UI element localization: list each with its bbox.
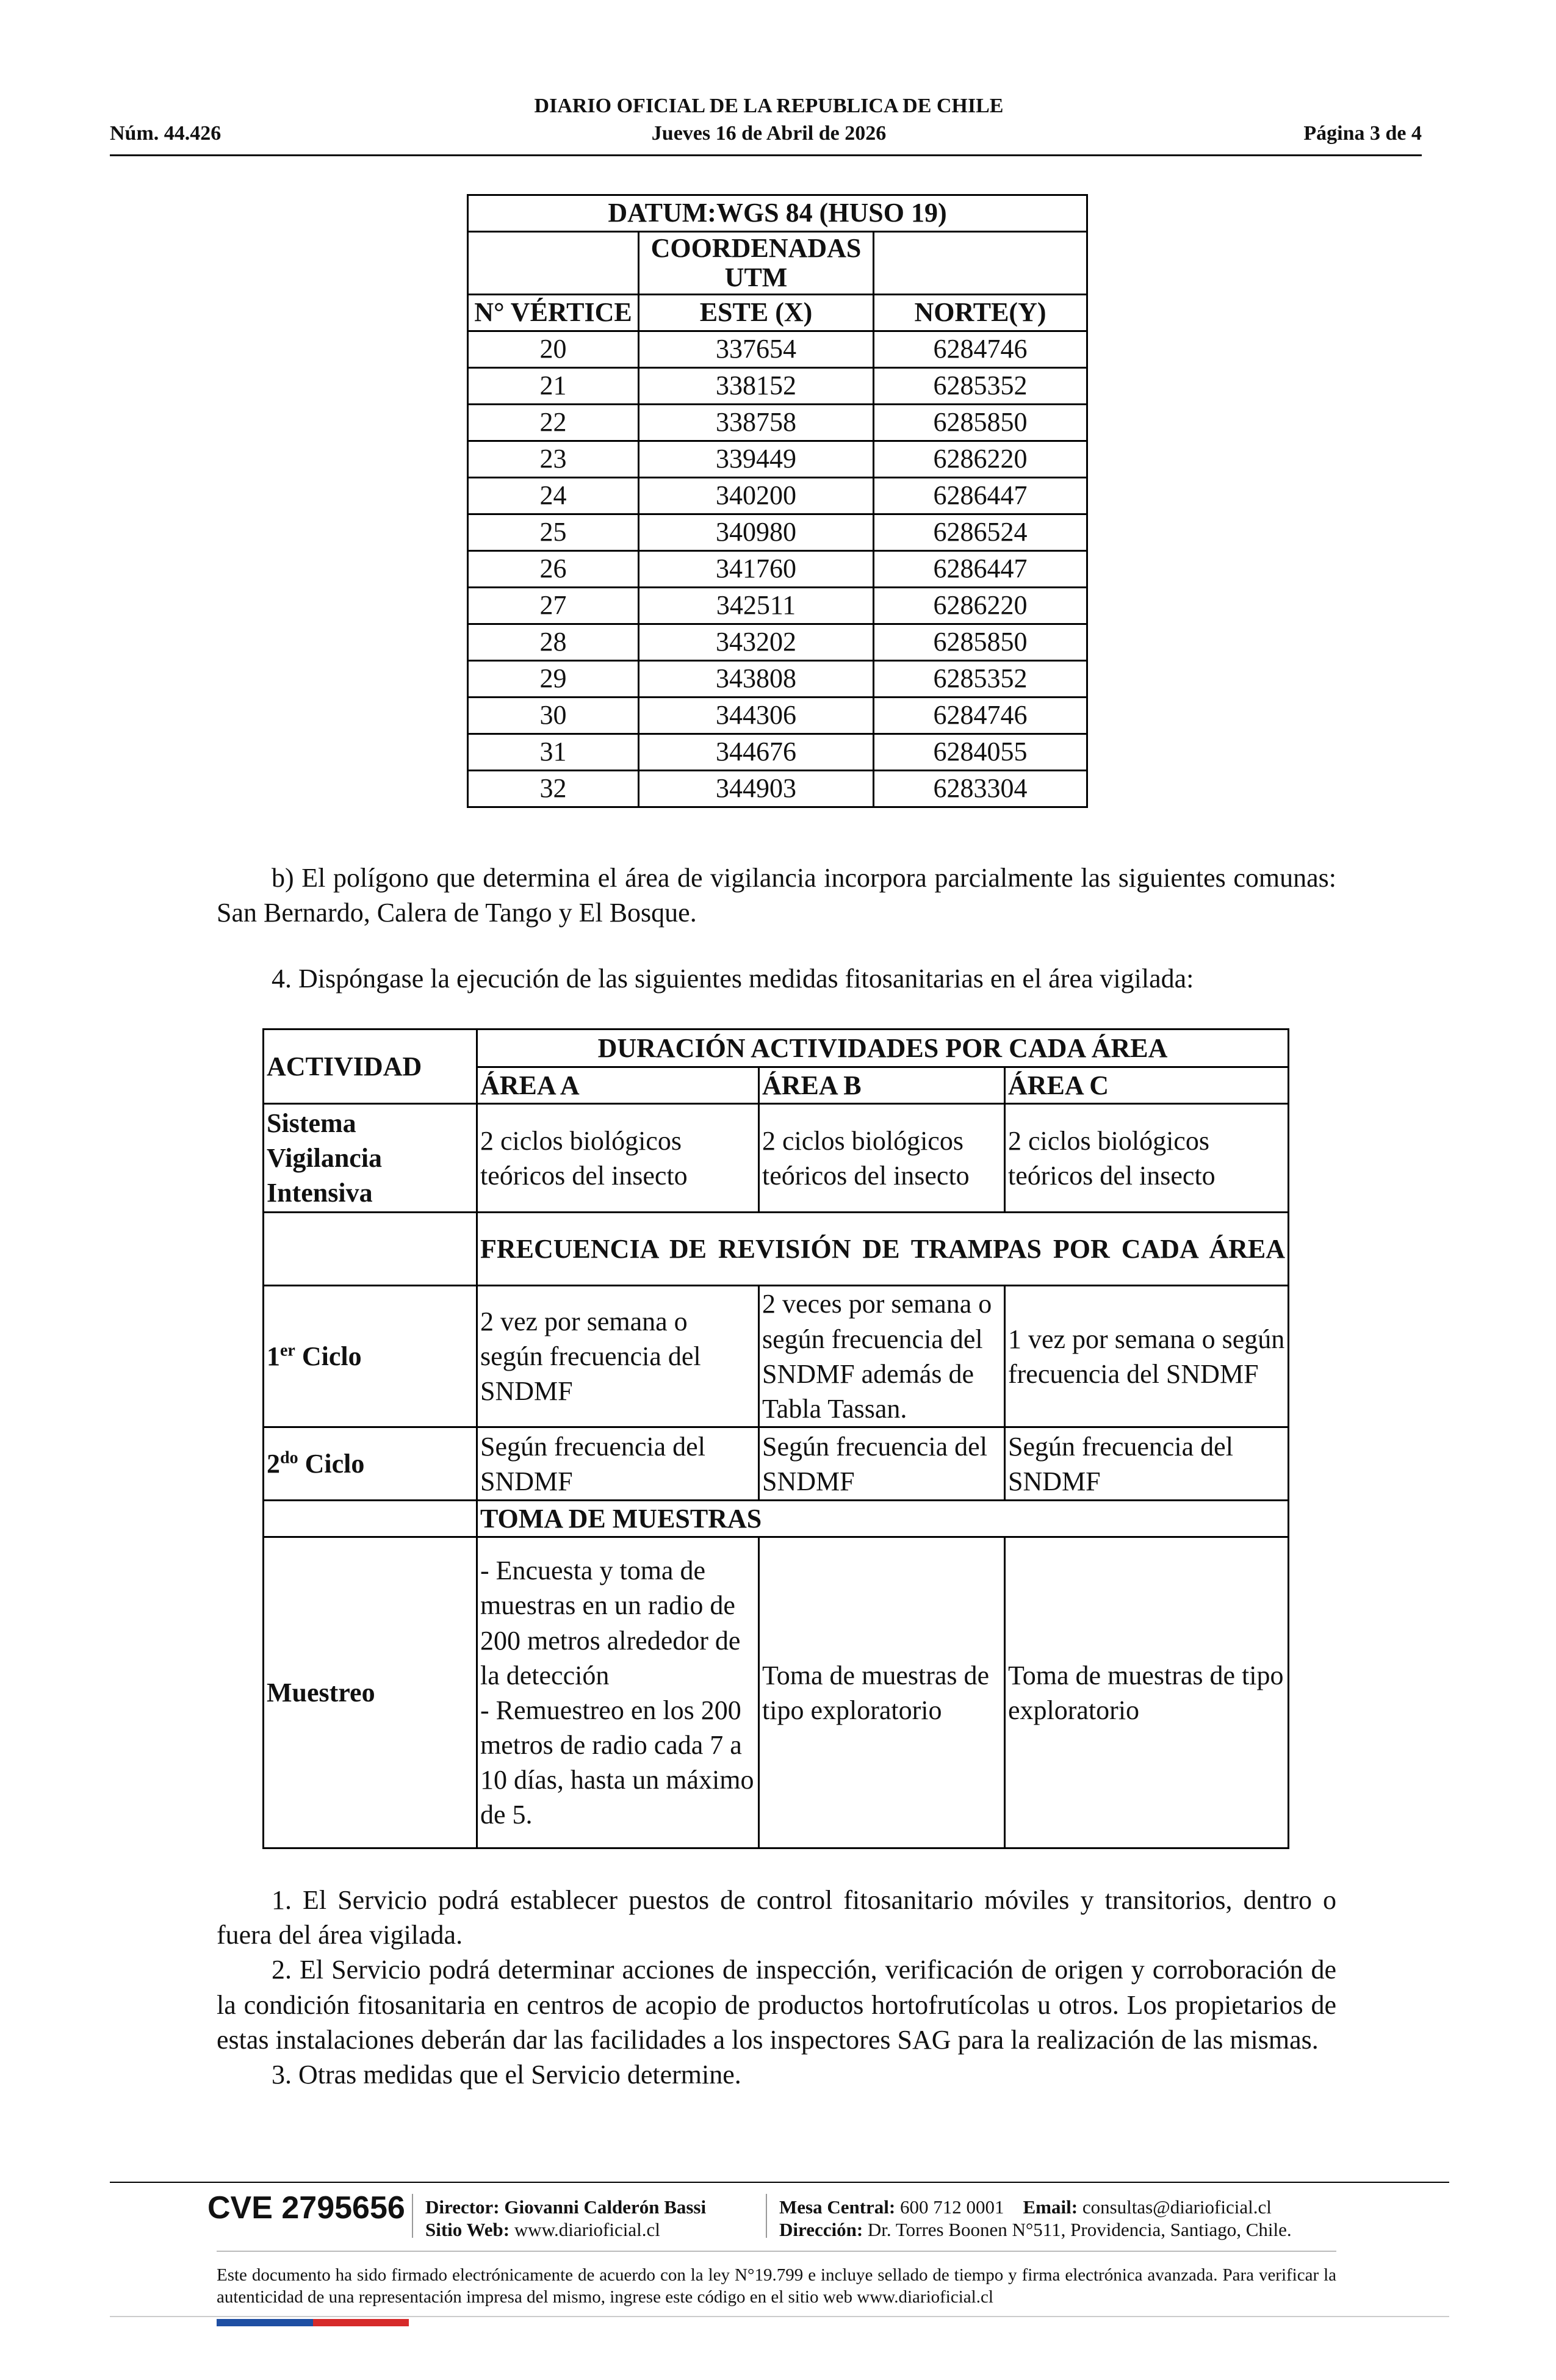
north-cell: 6286220 [874,588,1087,624]
measures-list [217,1883,1336,2092]
muestreo-a-item-1: - Encuesta y toma de muestras en un radio de 200 metros alrededor de la detección [480,1556,741,1690]
east-cell: 338152 [639,368,874,405]
footer-separator [766,2194,767,2238]
vertex-cell: 30 [468,698,639,734]
issue-date: Jueves 16 de Abril de 2026 [651,122,887,145]
header-divider [110,154,1422,156]
sistema-area-c: 2 ciclos biológicos teóricos del insecto [1005,1104,1289,1213]
east-cell: 339449 [639,441,874,478]
table-row [264,1104,1289,1213]
sistema-area-b: 2 ciclos biológicos teóricos del insecto [759,1104,1005,1213]
vertex-cell: 28 [468,624,639,661]
table-row [264,1213,1289,1286]
email-link[interactable]: consultas@diarioficial.cl [1082,2196,1272,2218]
vertex-cell: 29 [468,661,639,698]
east-cell: 344903 [639,771,874,807]
table-row [468,331,1087,368]
table-row [264,1427,1289,1501]
table-row [468,588,1087,624]
website-label: Sitio Web: [425,2219,510,2241]
measures-table [262,1028,1289,1849]
column-header-area-b: ÁREA B [759,1067,1005,1104]
column-header-north: NORTE(Y) [874,295,1087,331]
table-row [264,1286,1289,1427]
flag-stripe-red [313,2319,409,2326]
table-row [468,441,1087,478]
column-header-activity: ACTIVIDAD [264,1030,477,1104]
footer-divider [217,2251,1336,2252]
ciclo-2-area-a: Según frecuencia del SNDMF [477,1427,759,1501]
table-row [468,661,1087,698]
empty-cell [264,1501,477,1537]
table-row [468,771,1087,807]
ciclo-2-number: 2 [267,1449,280,1479]
issue-number: Núm. 44.426 [110,122,222,145]
row-label-ciclo-2 [264,1427,477,1501]
table-row [264,1501,1289,1537]
vertex-cell: 32 [468,771,639,807]
row-label-sistema: Sistema Vigilancia Intensiva [264,1104,477,1213]
east-cell: 338758 [639,405,874,441]
north-cell: 6286524 [874,514,1087,551]
vertex-cell: 24 [468,478,639,514]
vertex-cell: 31 [468,734,639,771]
row-label-ciclo-1 [264,1286,477,1427]
duration-header: DURACIÓN ACTIVIDADES POR CADA ÁREA [477,1030,1289,1067]
address-label: Dirección: [779,2219,863,2241]
footer-separator [412,2194,413,2238]
north-cell: 6285850 [874,405,1087,441]
frequency-header: FRECUENCIA DE REVISIÓN DE TRAMPAS POR CADA ÁREA [477,1213,1289,1286]
ciclo-2-area-c: Según frecuencia del SNDMF [1005,1427,1289,1501]
east-cell: 340980 [639,514,874,551]
east-cell: 343808 [639,661,874,698]
column-header-area-a: ÁREA A [477,1067,759,1104]
vertex-cell: 20 [468,331,639,368]
coordinates-table [467,194,1088,808]
table-row [468,405,1087,441]
table-row [468,232,1087,295]
cve-code: CVE 2795656 [207,2190,405,2226]
muestreo-area-a [477,1537,759,1848]
north-cell: 6286220 [874,441,1087,478]
table-row [468,514,1087,551]
empty-cell [468,232,639,295]
table-row [468,698,1087,734]
vertex-cell: 23 [468,441,639,478]
table-row [468,195,1087,232]
email-label: Email: [1023,2196,1078,2218]
newspaper-title: DIARIO OFICIAL DE LA REPUBLICA DE CHILE [534,95,1004,117]
director-name: Giovanni Calderón Bassi [504,2196,707,2218]
table-row [468,478,1087,514]
table-row [468,734,1087,771]
east-cell: 341760 [639,551,874,588]
column-header-vertex: N° VÉRTICE [468,295,639,331]
list-item: 2. El Servicio podrá determinar acciones de inspección, verificación de origen y corroboración de la condición fitosanitaria en centros de acopio de productos hortofrutícolas u otros. Los propietarios de estas instalaciones deberán dar las facilidades a los inspectores SAG para la realización de las mismas. [217,1955,1336,2055]
north-cell: 6283304 [874,771,1087,807]
table-row [468,368,1087,405]
east-cell: 340200 [639,478,874,514]
mesa-label: Mesa Central: [779,2196,896,2218]
east-cell: 344306 [639,698,874,734]
director-label: Director: [425,2196,500,2218]
table-row [264,1537,1289,1848]
table-row [468,624,1087,661]
column-header-area-c: ÁREA C [1005,1067,1289,1104]
empty-cell [874,232,1087,295]
row-label-muestreo: Muestreo [264,1537,477,1848]
ciclo-1-area-a: 2 vez por semana o según frecuencia del SNDMF [477,1286,759,1427]
muestreo-a-item-2: - Remuestreo en los 200 metros de radio cada 7 a 10 días, hasta un máximo de 5. [480,1695,754,1830]
vertex-cell: 27 [468,588,639,624]
list-item: 3. Otras medidas que el Servicio determine. [272,2059,741,2090]
east-cell: 344676 [639,734,874,771]
datum-header: DATUM:WGS 84 (HUSO 19) [468,195,1087,232]
paragraph-4: 4. Dispóngase la ejecución de las siguientes medidas fitosanitarias en el área vigilada: [272,964,1194,993]
footer-divider [110,2182,1449,2183]
address-value: Dr. Torres Boonen N°511, Providencia, Santiago, Chile. [867,2219,1292,2241]
ciclo-1-superscript: er [280,1341,295,1360]
footer-divider [110,2316,1449,2317]
flag-stripe-blue [217,2319,313,2326]
footer-contact-block [779,2196,1292,2241]
north-cell: 6286447 [874,478,1087,514]
muestreo-area-c: Toma de muestras de tipo exploratorio [1005,1537,1289,1848]
east-cell: 337654 [639,331,874,368]
column-header-east: ESTE (X) [639,295,874,331]
east-cell: 343202 [639,624,874,661]
vertex-cell: 22 [468,405,639,441]
sistema-area-a: 2 ciclos biológicos teóricos del insecto [477,1104,759,1213]
samples-header: TOMA DE MUESTRAS [477,1501,1289,1537]
north-cell: 6285352 [874,661,1087,698]
north-cell: 6285352 [874,368,1087,405]
legal-notice: Este documento ha sido firmado electrónicamente de acuerdo con la ley N°19.799 e incluye sellado de tiempo y firma electrónica avanzada. Para verificar la autenticidad de una representación impresa del mismo, ingrese este código en el sitio web www.diarioficial.cl [217,2265,1336,2307]
ciclo-2-word: Ciclo [304,1449,365,1479]
east-cell: 342511 [639,588,874,624]
mesa-phone: 600 712 0001 [900,2196,1004,2218]
ciclo-1-number: 1 [267,1341,280,1372]
paragraph-b: b) El polígono que determina el área de vigilancia incorpora parcialmente las siguientes comunas: San Bernardo, Calera de Tango y El Bosque. [217,863,1336,928]
ciclo-1-area-b: 2 veces por semana o según frecuencia del SNDMF además de Tabla Tassan. [759,1286,1005,1427]
north-cell: 6285850 [874,624,1087,661]
vertex-cell: 26 [468,551,639,588]
list-item: 1. El Servicio podrá establecer puestos de control fitosanitario móviles y transitorios, dentro o fuera del área vigilada. [217,1885,1336,1950]
coordinates-group-header: COORDENADAS UTM [639,232,874,295]
north-cell: 6284746 [874,698,1087,734]
table-row [468,295,1087,331]
table-row [468,551,1087,588]
ciclo-1-word: Ciclo [301,1341,362,1372]
north-cell: 6286447 [874,551,1087,588]
page-indicator: Página 3 de 4 [1303,122,1422,145]
table-row [264,1030,1289,1067]
ciclo-2-superscript: do [280,1448,298,1468]
vertex-cell: 21 [468,368,639,405]
ciclo-1-area-c: 1 vez por semana o según frecuencia del SNDMF [1005,1286,1289,1427]
north-cell: 6284055 [874,734,1087,771]
vertex-cell: 25 [468,514,639,551]
empty-cell [264,1213,477,1286]
ciclo-2-area-b: Según frecuencia del SNDMF [759,1427,1005,1501]
muestreo-area-b: Toma de muestras de tipo exploratorio [759,1537,1005,1848]
website-link[interactable]: www.diarioficial.cl [514,2219,660,2241]
north-cell: 6284746 [874,331,1087,368]
footer-director-block [425,2196,706,2241]
